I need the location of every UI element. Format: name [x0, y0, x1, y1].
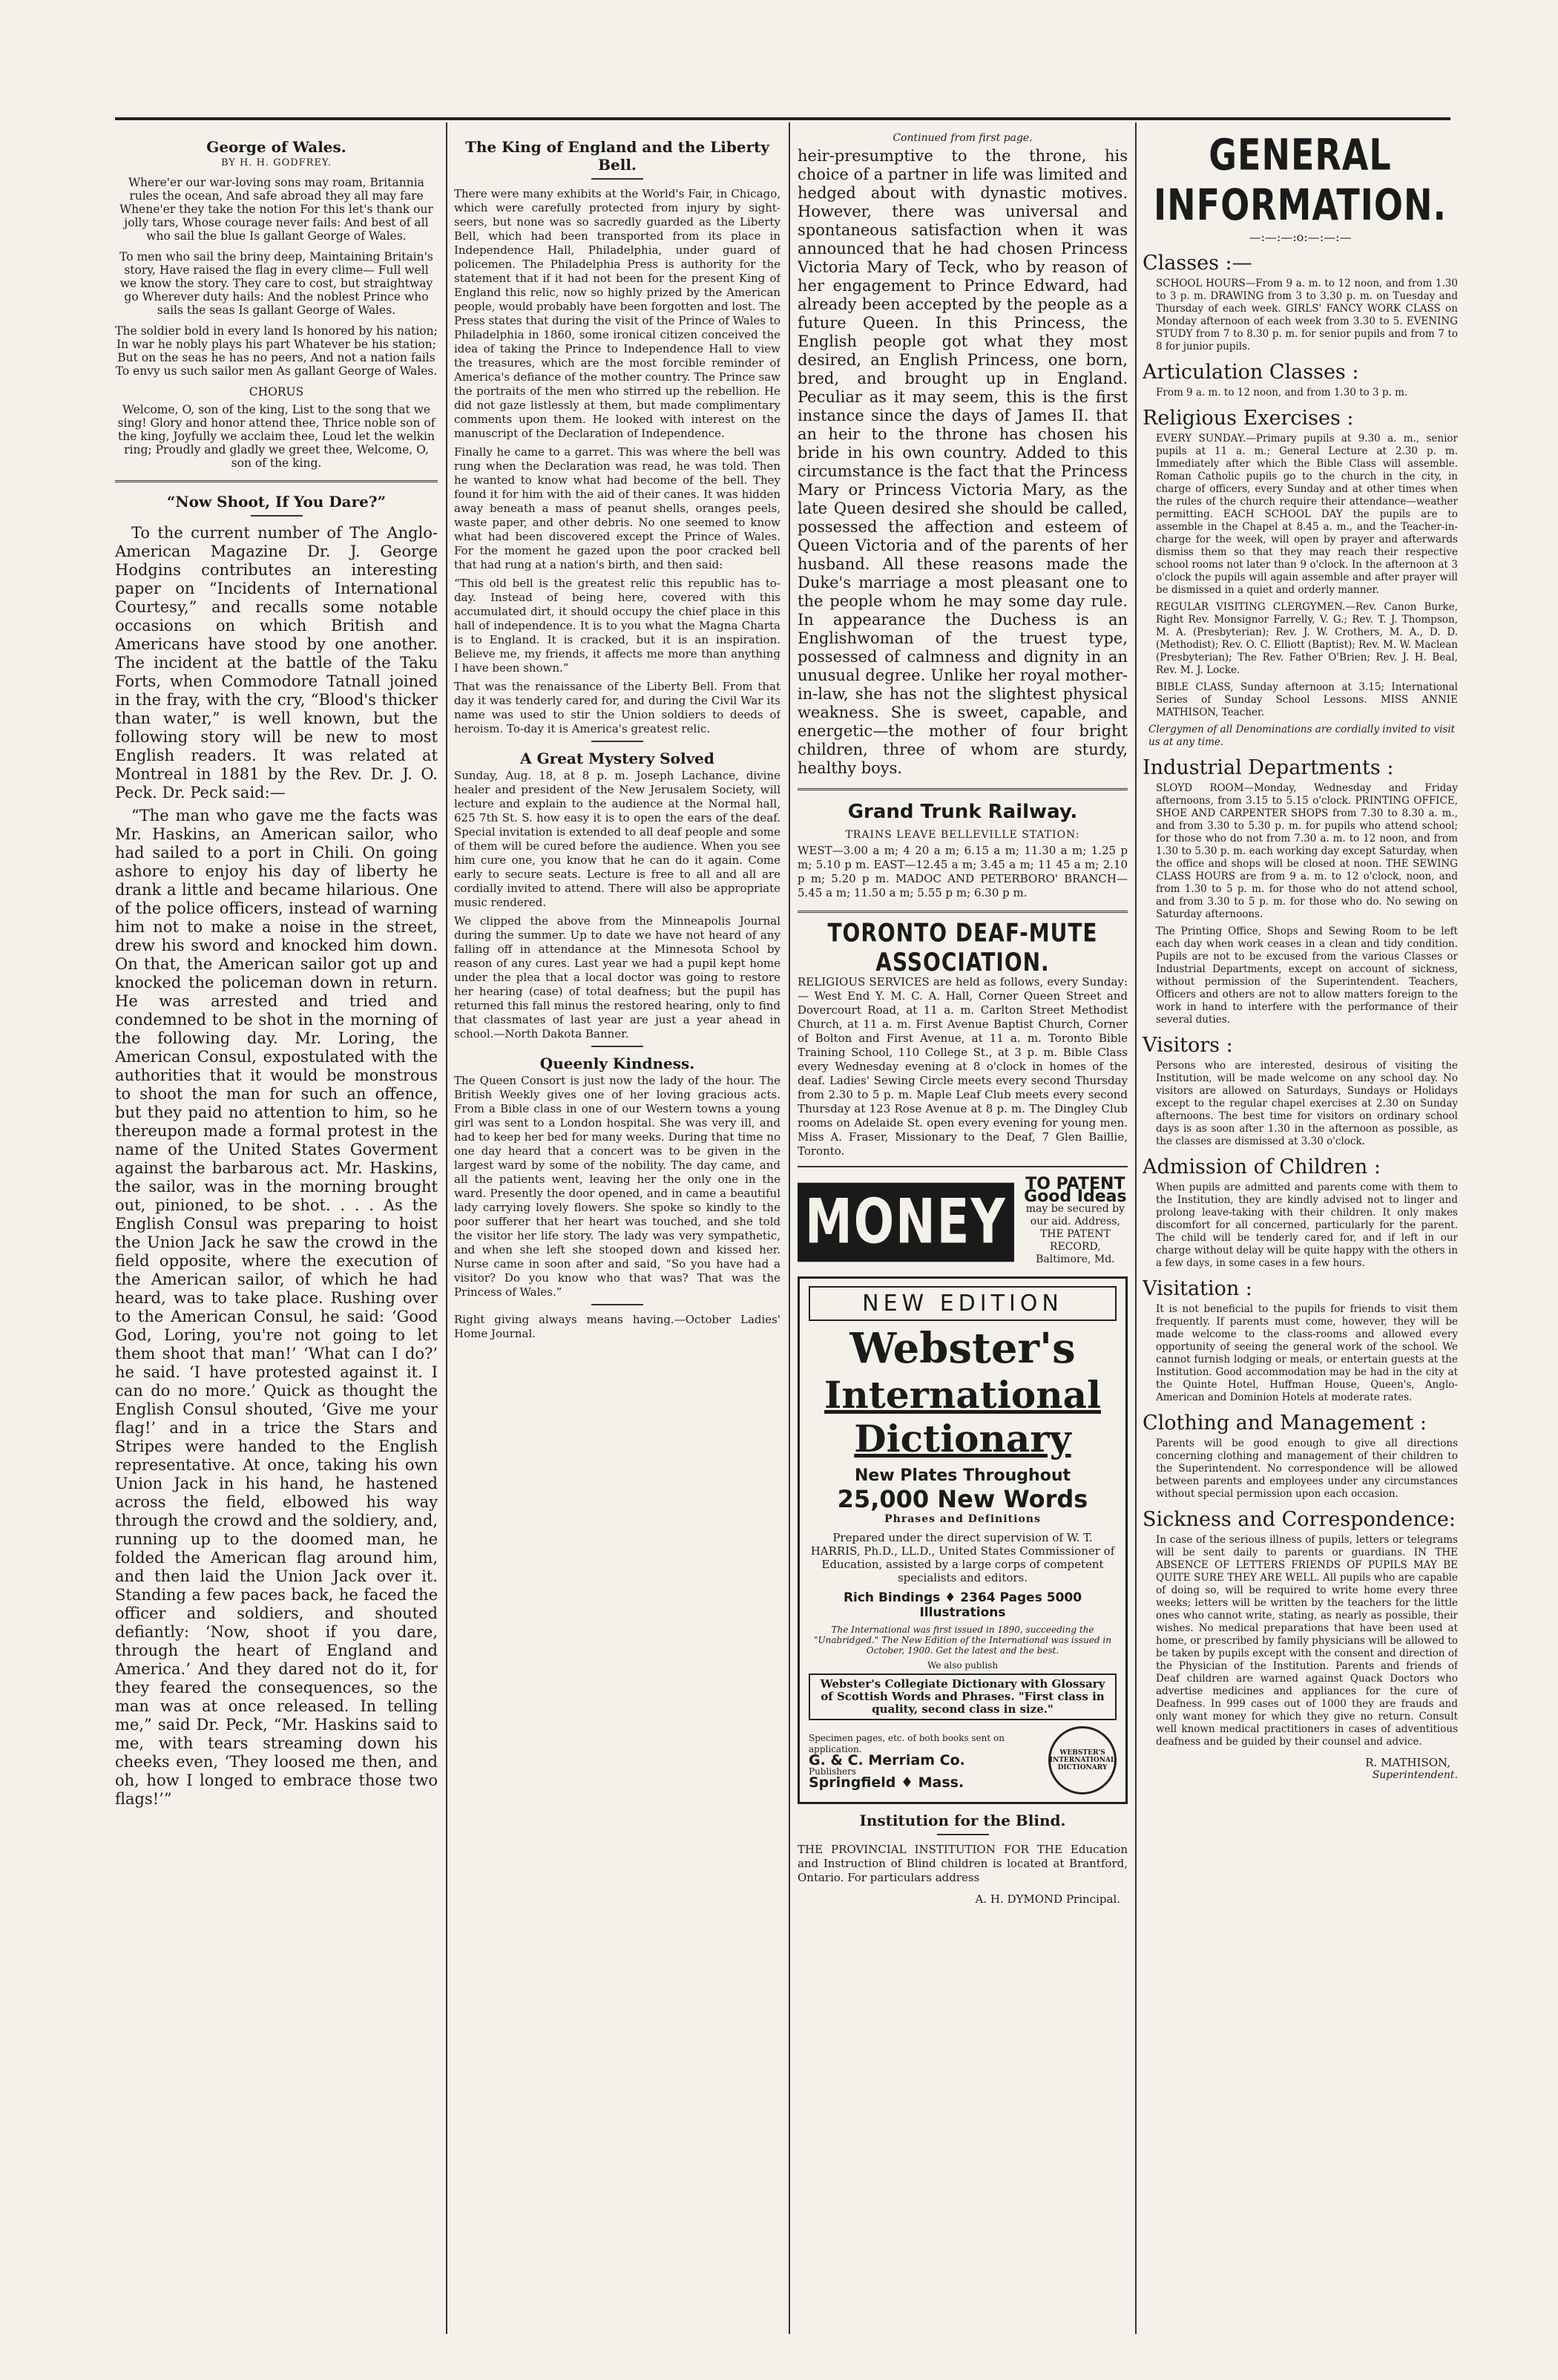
- section-body: It is not beneficial to the pupils for friends to visit them frequently. If parents must come, however, they will be made welcome to the class-rooms and allowed every opportunity of seeing the general work of the school. We cannot furnish lodging or meals, or entertain guests at the Institution. Good accommodation may be had in the city at the Quinte Hotel, Huffman House, Queen's, Anglo-American and Dominion Hotels at moderate rates.: [1156, 1303, 1458, 1403]
- closing-line: Right giving always means having.—October Ladies' Home Journal.: [454, 1313, 780, 1340]
- section-heading: Visitors :: [1143, 1034, 1233, 1057]
- divider: [591, 1046, 643, 1047]
- webster-note: The International was first issued in 1890, succeeding the "Unabridged." The New Edition of the International was issued in October, 1900. Get the latest and the best.: [814, 1625, 1111, 1656]
- poem-stanza: The soldier bold in every land Is honored by his nation; In war he nobly plays his part Whatever be his station; But on the seas he has no peers, And not a nation fails To envy us such sailor men As gallant George of Wales.: [115, 324, 438, 378]
- divider: [798, 911, 1128, 913]
- column-4: [1143, 132, 1458, 2344]
- association-body: RELIGIOUS SERVICES are held as follows, every Sunday:— West End Y. M. C. A. Hall, Corner Queen Street and Dovercourt Road, at 11 a. m. Carlton Street Methodist Church, at 11 a. m. First Avenue Baptist Church, Corner of Bolton and First Avenue, at 11 a. m. Toronto Bible Training School, 110 College St., at 3 p. m. Bible Class every Wednesday evening at 8 o'clock in homes of the deaf. Ladies' Sewing Circle meets every second Thursday from 2.30 to 5 p. m. Maple Leaf Club meets every second Thursday at 123 Rose Avenue at 8 p. m. The Dingley Club rooms on Adelaide St. open every evening for young men. Miss A. Fraser, Missionary to the Deaf, 7 Glen Baillie, Toronto.: [798, 975, 1128, 1158]
- poem-byline: BY H. H. GODFREY.: [220, 157, 332, 168]
- section-heading: Sickness and Correspondence:: [1143, 1508, 1456, 1531]
- webster-bindings: Rich Bindings ♦ 2364 Pages 5000 Illustrations: [843, 1590, 1082, 1620]
- article-paragraph: To the current number of The Anglo-American Magazine Dr. J. George Hodgins contributes an interesting paper on “Incidents of International Courtesy,” and recalls some notable occasions on which British and Americans have stood by one another. The incident at the battle of the Taku Forts, when Commodore Tatnall joined in the fray, with the cry, “Blood's thicker than water,” is well known, but the following story will be new to most English readers. It was related at Montreal in 1881 by the Rev. Dr. J. O. Peck. Dr. Peck said:—: [115, 524, 438, 801]
- article-paragraph: The Queen Consort is just now the lady of the hour. The British Weekly gives one of her loving gracious acts. From a Bible class in one of our Western towns a young girl was sent to a London hospital. She was very ill, and had to keep her bed for many weeks. During that time no one day heard that a concert was to be given in the largest ward by some of the nobility. The day came, and all the patients went, leaving her the only one in the ward. Presently the door opened, and in came a beautiful lady carrying lovely flowers. She spoke so kindly to the poor sufferer that her heart was touched, and she told the visitor her life story. The lady was very sympathetic, and when she left she stooped down and kissed her. Nurse came in soon after and said, “So you have had a visitor? Do you know who that was? That was the Princess of Wales.”: [454, 1074, 780, 1299]
- section-heading: Articulation Classes :: [1143, 361, 1359, 384]
- article-title: A Great Mystery Solved: [520, 750, 714, 767]
- railway-subtitle: TRAINS LEAVE BELLEVILLE STATION:: [845, 829, 1080, 841]
- webster-edition: NEW EDITION: [809, 1286, 1117, 1321]
- webster-also: We also publish: [927, 1660, 999, 1671]
- webster-publisher-name: G. & C. Merriam Co.: [809, 1751, 965, 1768]
- webster-prepared: Prepared under the direct supervision of W. T. HARRIS, Ph.D., LL.D., United States Commissioner of Education, assisted by a large corps of competent specialists and editors.: [810, 1531, 1115, 1584]
- section-body: SCHOOL HOURS—From 9 a. m. to 12 noon, and from 1.30 to 3 p. m. DRAWING from 3 to 3.30 p. m. on Tuesday and Thursday of each week. GIRLS' FANCY WORK CLASS on Monday afternoon of each week from 3.30 to 5. EVENING STUDY from 7 to 8.30 p. m. for senior pupils and from 7 to 8 for junior pupils.: [1156, 278, 1458, 353]
- column-rule: [1135, 122, 1137, 2334]
- continued-note: Continued from first page.: [893, 132, 1033, 144]
- section-body: SLOYD ROOM—Monday, Wednesday and Friday afternoons, from 3.15 to 5.15 o'clock. PRINTING OFFICE, SHOE AND CARPENTER SHOPS from 7.30 to 8.30 a. m., and from 3.30 to 5.30 p. m. for pupils who attend school; for those who do not from 7.30 a. m. to 12 noon, and from 1.30 to 5.30 p. m. each working day except Saturday, when the office and shops will be closed at noon. THE SEWING CLASS HOURS are from 9 a. m. to 12 o'clock, noon, and from 1.30 to 5 p. m. for those who do not attend school, and from 3.30 to 5 p. m. for those who do. No sewing on Saturday afternoons.: [1156, 782, 1458, 920]
- chorus-label: CHORUS: [249, 385, 304, 399]
- article-paragraph: That was the renaissance of the Liberty Bell. From that day it was tenderly cared for, and during the Civil War its name was used to stir the Union soldiers to deeds of heroism. To-day it is America's greatest relic.: [454, 680, 780, 735]
- ornament: —:—:—:o:—:—:—: [1249, 230, 1352, 244]
- column-rule: [446, 122, 447, 2334]
- article-paragraph: “The man who gave me the facts was Mr. Haskins, an American sailor, who had sailed to a port in Chili. On going ashore to enjoy his day of liberty he drank a little and became hilarious. One of the police officers, instead of warning him not to make a noise in the street, drew his sword and knocked him down. On that, the American sailor got up and knocked the policeman down in return. He was arrested and tried and condemned to be shot in the morning of the following day. Mr. Loring, the American Consul, expostulated with the authorities that it would be monstrous to shoot the man for such an offence, but they paid no attention to him, so he thereupon made a formal protest in the name of the United States Goverment against the barbarous act. Mr. Haskins, the sailor, was in the morning brought out, pinioned, to be shot. . . . As the English Consul was preparing to hoist the Union Jack he saw the crowd in the field opposite, where the execution of the American sailor, of which he had heard, was to take place. Rushing over to the American Consul, he said: ‘Good God, Loring, you're not going to let them shoot that man!’ ‘What can I do?’ he said. ‘I have protested against it. I can do no more.’ Quick as thought the English Consul shouted, ‘Give me your flag!’ and in a trice the Stars and Stripes were handed to the English representative. At once, taking his own Union Jack in his hand, he hastened across the field, elbowed his way through the crowd and the soldiery, and, running up to the doomed man, he folded the American flag around him, and then laid the Union Jack over it. Standing a few paces back, he faced the officer and soldiers, and shouted defiantly: ‘Now, shoot if you dare, through the heart of England and America.’ And they dared not do it, for they feared the consequences, so the man was at once released. In telling me,” said Dr. Peck, “Mr. Haskins said to me, with tears streaming down his cheeks even, ‘They loosed me then, and oh, how I longed to embrace those two flags!’”: [115, 807, 438, 1808]
- section-body: EVERY SUNDAY.—Primary pupils at 9.30 a. m., senior pupils at 11 a. m.; General Lecture at 2.30 p. m. Immediately after which the Bible Class will assemble. Roman Catholic pupils go to the church in the city, in charge of officers, every Sunday and at other times when the rules of the church require their attendance—weather permitting. EACH SCHOOL DAY the pupils are to assemble in the Chapel at 8.45 a. m., and the Teacher-in-charge for the week, will open by prayer and afterwards dismiss them so that they may reach their respective school rooms not later than 9 o'clock. In the afternoon at 3 o'clock the pupils will again assemble and after prayer will be dismissed in a quiet and orderly manner.: [1156, 433, 1458, 596]
- article-title: “Now Shoot, If You Dare?”: [166, 493, 387, 511]
- article-paragraph: “This old bell is the greatest relic this republic has to-day. Instead of being here, covered with this accumulated dirt, it should occupy the chief place in this hall of independence. It is to you what the Magna Charta is to England. It is cracked, but it is an inspiration. Believe me, my friends, it affects me more than anything I have been shown.”: [454, 577, 780, 675]
- section-heading: Industrial Departments :: [1143, 756, 1394, 779]
- chorus-text: Welcome, O, son of the king, List to the song that we sing! Glory and honor attend thee, Thrice noble son of the king, Joyfully we acclaim thee, Loud let the welkin ring; Proudly and gladly we greet thee, Welcome, O, son of the king.: [117, 403, 435, 470]
- divider: [251, 515, 303, 517]
- column-2: [454, 132, 780, 2344]
- superintendent-title: Superintendent.: [1372, 1769, 1458, 1781]
- article-paragraph: Sunday, Aug. 18, at 8 p. m. Joseph Lachance, divine healer and president of the New Jerusalem Society, will lecture and explain to the audience at the Normal hall, 625 7th St. S. how easy it is to open the ears of the deaf. Special invitation is extended to all deaf people and some of them will be cured before the audience. When you see him cure one, you know that he can do it again. Come early to secure seats. Lecture is free to all and all are cordially invited to attend. There will also be appropriate music rendered.: [454, 769, 780, 909]
- article-paragraph: heir-presumptive to the throne, his choice of a partner in life was limited and hedged about with dynastic motives. However, there was universal and spontaneous satisfaction when it was announced that he had chosen Princess Victoria Mary of Teck, who by reason of her engagement to Prince Edward, had already been accepted by the people as a future Queen. In this Princess, the English people got what they most desired, an English Princess, one born, bred, and brought up in England. Peculiar as it may seem, this is the first instance since the days of James II. that an heir to the throne has chosen his bride in his own country. Added to this circumstance is the fact that the Princess Mary or Princess Victoria Mary, as the late Queen desired she should be called, possessed the affection and esteem of Queen Victoria and of the parents of her husband. All these reasons made the Duke's marriage a most pleasant one to the people whom he may some day rule. In appearance the Duchess is an Englishwoman of the truest type, possessed of calmness and dignity in an unusual degree. Unlike her royal mother-in-law, she has not the slightest physical weakness. She is sweet, capable, and energetic—the mother of four bright children, three of whom are sturdy, healthy boys.: [798, 147, 1128, 777]
- patent-advert-head: TO PATENT Good Ideas: [1024, 1175, 1127, 1206]
- patent-advert-body: may be secured by our aid. Address, THE PATENT RECORD, Baltimore, Md.: [1025, 1203, 1125, 1265]
- divider: [591, 178, 643, 180]
- webster-title: Webster's: [849, 1324, 1076, 1373]
- poem-stanza: To men who sail the briny deep, Maintaining Britain's story, Have raised the flag in every clime— Full well we know the story. They care to cost, but straightway go Wherever duty hails: And the noblest Prince who sails the seas Is gallant George of Wales.: [119, 250, 433, 317]
- poem-title: George of Wales.: [206, 138, 346, 156]
- divider: [115, 480, 438, 482]
- webster-title: Dictionary: [854, 1417, 1071, 1461]
- webster-plates: New Plates Throughout: [854, 1466, 1071, 1485]
- webster-advert: [798, 1276, 1128, 1804]
- article-title: Queenly Kindness.: [539, 1055, 695, 1072]
- divider: [591, 741, 643, 742]
- article-paragraph: There were many exhibits at the World's Fair, in Chicago, which were carefully protected from injury by sight-seers, but none was so sacredly guarded as the Liberty Bell, which had been transported from its place in Independence Hall, Philadelphia, under guard of policemen. The Philadelphia Press is authority for the statement that if it had not been for the present King of England this relic, now so highly prized by the American people, would probably have been forgotten and lost. The Press states that during the visit of the Prince of Wales to Philadelphia in 1860, some ironical citizen conceived the idea of taking the Prince to Independence Hall to view the treasures, which are the most forcible reminder of America's defiance of the mother country. The Prince saw the portraits of the men who stirred up the rebellion. He did not gaze listlessly at them, but made complimentary comments upon them. He looked with interest on the manuscript of the Declaration of Independence.: [454, 187, 780, 440]
- patent-advert-text: [1023, 1175, 1128, 1266]
- section-body: From 9 a. m. to 12 noon, and from 1.30 to 3 p. m.: [1156, 387, 1408, 399]
- webster-footer: [809, 1726, 1117, 1794]
- poem-stanza: Where'er our war-loving sons may roam, Britannia rules the ocean, And safe abroad they all may fare Whene'er they take the notion For this let's thank our jolly tars, Whose courage never fails: And best of all who sail the blue Is gallant George of Wales.: [119, 176, 433, 243]
- webster-title: International: [824, 1373, 1101, 1417]
- webster-seal-icon: WEBSTER'S INTERNATIONAL DICTIONARY: [1048, 1726, 1117, 1794]
- webster-phrases: Phrases and Definitions: [884, 1513, 1041, 1525]
- article-paragraph: We clipped the above from the Minneapolis Journal during the summer. Up to date we have not heard of any falling off in attendance at the Minnesota School by reason of any cures. Last year we had a pupil kept home under the plea that a local doctor was going to restore her hearing (case) of total deafness; but the pupil has returned this fall minus the restored hearing, only to find that classmates of last year are just a year ahead in school.—North Dakota Banner.: [454, 914, 780, 1040]
- association-title: TORONTO DEAF-MUTE ASSOCIATION.: [827, 918, 1098, 977]
- section-body: Parents will be good enough to give all directions concerning clothing and management of their children to the Superintendent. No correspondence will be allowed between parents and employees under any circumstances without special permission upon each occasion.: [1156, 1437, 1458, 1500]
- top-rule: [115, 117, 1450, 120]
- webster-collegiate: Webster's Collegiate Dictionary with Glossary of Scottish Words and Phrases. "First class in quality, second class in size.": [809, 1673, 1117, 1720]
- section-heading: Classes :—: [1143, 252, 1252, 275]
- webster-specimen: Specimen pages, etc. of both books sent on application.: [809, 1732, 1005, 1754]
- section-body: In case of the serious illness of pupils, letters or telegrams will be sent daily to parents or guardians. IN THE ABSENCE OF LETTERS FRIENDS OF PUPILS MAY BE QUITE SURE THEY ARE WELL. All pupils who are capable of doing so, will be required to write home every three weeks; letters will be written by the teachers for the little ones who cannot write, stating, as nearly as possible, their wishes. No medical preparations that have been used at home, or prescribed by family physicians will be allowed to be taken by pupils except with the consent and direction of the Physician of the Institution. Parents and friends of Deaf children are warned against Quack Doctors who advertise medicines and appliances for the cure of Deafness. In 999 cases out of 1000 they are frauds and only want money for which they give no return. Consult well known medical practitioners in cases of adventitious deafness and be guided by their counsel and advice.: [1156, 1534, 1458, 1748]
- article-title: Institution for the Blind.: [859, 1812, 1066, 1829]
- section-body: Persons who are interested, desirous of visiting the Institution, will be made welcome on any school day. No visitors are allowed on Saturdays, Sundays or Holidays except to the regular chapel exercises at 2.30 on Sunday afternoons. The best time for visitors on ordinary school days is as soon after 1.30 in the afternoon as possible, as the classes are dismissed at 3.30 o'clock.: [1156, 1060, 1458, 1147]
- money-logo: MONEY: [798, 1182, 1014, 1262]
- section-body: REGULAR VISITING CLERGYMEN.—Rev. Canon Burke, Right Rev. Monsignor Farrelly, V. G.; Rev. T. J. Thompson, M. A. (Presbyterian); Rev. J. W. Crothers, M. A., D. D. (Methodist); Rev. O. C. Elliott (Baptist); Rev. M. W. Maclean (Presbyterian); The Rev. Father O'Brien; Rev. J. H. Beal, Rev. M. J. Locke.: [1156, 601, 1458, 676]
- poem-chorus: [115, 385, 438, 470]
- column-3: [798, 132, 1128, 2344]
- webster-city: Springfield ♦ Mass.: [809, 1774, 964, 1791]
- divider: [798, 788, 1128, 790]
- divider: [591, 1304, 643, 1305]
- article-paragraph: Finally he came to a garret. This was where the bell was rung when the Declaration was read, he was told. Then he wanted to know what had become of the bell. They found it for him with the aid of their canes. It was hidden away beneath a mass of peanut shells, oranges peels, waste paper, and other debris. No one seemed to know what had been discovered except the Prince of Wales. For the moment he gazed upon the poor cracked bell that had rung at a nation's birth, and then said:: [454, 445, 780, 571]
- railway-timetable: WEST—3.00 a m; 4 20 a m; 6.15 a m; 11.30 a m; 1.25 p m; 5.10 p m. EAST—12.45 a m; 3.45 a m; 11 45 a m; 2.10 p m; 5.20 p m. MADOC AND PETERBORO' BRANCH—5.45 a m; 11.50 a m; 5.55 p m; 6.30 p m.: [798, 844, 1128, 899]
- section-body: When pupils are admitted and parents come with them to the Institution, they are kindly advised not to linger and prolong leave-taking with their children. It only makes discomfort for all concerned, particularly for the parent. The child will be tenderly cared for, and if left in our charge without delay will be quite happy with the others in a few days, in some cases in a few hours.: [1156, 1181, 1458, 1269]
- divider: [798, 1166, 1128, 1167]
- railway-title: Grand Trunk Railway.: [847, 801, 1078, 823]
- patent-advert: [798, 1175, 1128, 1266]
- section-heading: Clothing and Management :: [1143, 1412, 1427, 1435]
- section-heading: Admission of Children :: [1143, 1155, 1381, 1178]
- blind-notice: THE PROVINCIAL INSTITUTION FOR THE Education and Instruction of Blind children is located at Brantford, Ontario. For particulars address: [798, 1843, 1128, 1884]
- section-heading: Religious Exercises :: [1143, 407, 1354, 430]
- superintendent-name: R. MATHISON,: [1365, 1756, 1450, 1769]
- clergy-note: Clergymen of all Denominations are cordially invited to visit us at any time.: [1148, 724, 1456, 748]
- section-body: The Printing Office, Shops and Sewing Room to be left each day when work ceases in a clean and tidy condition. Pupils are not to be excused from the various Classes or Industrial Departments, except on account of sickness, without permission of the Superintendent. Teachers, Officers and others are not to allow matters foreign to the work in hand to interfere with the performance of their several duties.: [1156, 925, 1458, 1026]
- section-heading: Visitation :: [1143, 1277, 1252, 1300]
- section-body: BIBLE CLASS, Sunday afternoon at 3.15; International Series of Sunday School Lessons. MISS ANNIE MATHISON, Teacher.: [1156, 681, 1458, 718]
- article-title: The King of England and the Liberty Bell.: [465, 138, 769, 174]
- blind-signature: A. H. DYMOND Principal.: [975, 1892, 1120, 1906]
- webster-words: 25,000 New Words: [837, 1485, 1088, 1513]
- webster-publisher: [809, 1733, 1048, 1789]
- general-info-title: GENERAL INFORMATION.: [1154, 132, 1447, 230]
- column-1: [115, 132, 438, 2344]
- column-rule: [789, 122, 790, 2334]
- divider: [937, 1834, 989, 1835]
- webster-publisher-label: Publishers: [809, 1766, 857, 1777]
